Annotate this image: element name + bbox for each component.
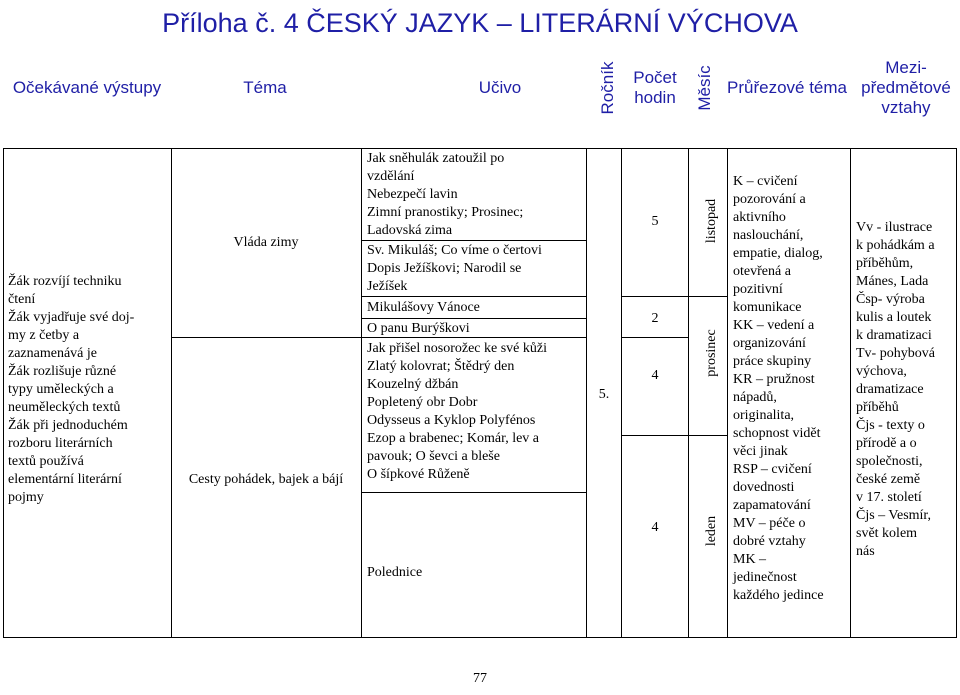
cross-line: naslouchání, [733,228,804,243]
output-line: rozboru literárních [8,436,113,451]
curriculum-item: Ladovská zima [367,223,453,238]
cross-line: zapamatování [733,498,811,513]
month-label: leden [704,515,719,547]
cross-line: věci jinak [733,444,788,459]
inter-subject-cell [856,219,956,561]
output-line: neuměleckých textů [8,400,121,415]
header-grade: Ročník [598,61,617,115]
output-line: Žák rozlišuje různé [8,364,117,379]
output-line: Žák rozvíjí techniku [8,274,122,289]
curriculum-block-4 [367,320,583,338]
output-line: typy uměleckých a [8,382,114,397]
curriculum-item: Zlatý kolovrat; Štědrý den [367,359,515,374]
curriculum-block-1 [367,150,583,240]
hours-value: 2 [651,311,659,326]
curriculum-item: Ezop a brabenec; Komár, lev a [367,431,540,446]
cross-line: empatie, dialog, [733,246,823,261]
col-divider [621,148,622,638]
cross-line: každého jedince [733,588,824,603]
inter-line: české země [856,472,921,487]
curriculum-item: Odysseus a Kyklop Polyfénos [367,413,536,428]
curriculum-item: Zimní pranostiky; Prosinec; [367,205,524,220]
page-number: 77 [473,671,487,686]
row-divider [621,435,727,436]
row-divider [361,296,586,297]
topic-winter: Vláda zimy [233,235,299,250]
inter-line: nás [856,544,875,559]
topic-fairy-tales: Cesty pohádek, bajek a bájí [188,472,344,487]
header-outputs: Očekávané výstupy [12,78,162,97]
header-cross: Průřezové téma [727,78,847,97]
curriculum-item: Mikulášovy Vánoce [367,300,480,315]
col-divider [727,148,728,638]
grade-value: 5. [598,387,610,402]
curriculum-item: Nebezpečí lavin [367,187,458,202]
cross-line: K – cvičení [733,174,798,189]
curriculum-block-6 [367,564,583,582]
inter-line: svět kolem [856,526,918,541]
inter-line: Tv- pohybová [856,346,935,361]
hours-value: 4 [651,520,659,535]
header-inter-1: Mezi- [885,58,927,77]
col-divider [171,148,172,638]
curriculum-block-5 [367,340,583,484]
curriculum-item: Sv. Mikuláš; Co víme o čertovi [367,243,542,258]
inter-line: v 17. století [856,490,922,505]
header-hours-2: hodin [634,88,676,107]
curriculum-item: O šípkové Růženě [367,467,470,482]
output-line: my z četby a [8,328,80,343]
row-divider [171,337,361,338]
output-line: Žák při jednoduchém [8,418,128,433]
inter-line: společnosti, [856,454,923,469]
page-title: Příloha č. 4 ČESKÝ JAZYK – LITERÁRNÍ VÝCHOVA [162,8,798,38]
inter-line: přírodě a o [856,436,917,451]
cross-line: dobré vztahy [733,534,806,549]
cross-line: organizování [733,336,806,351]
cross-line: jedinečnost [733,570,797,585]
inter-line: Mánes, Lada [856,274,929,289]
header-inter-2: předmětové [861,78,951,97]
cross-line: originalita, [733,408,795,423]
header-inter-3: vztahy [881,98,931,117]
inter-line: příběhům, [856,256,914,271]
curriculum-item: Kouzelný džbán [367,377,459,392]
cross-line: RSP – cvičení [733,462,812,477]
cross-line: MV – péče o [733,516,806,531]
curriculum-item: Jak sněhulák zatoužil po [367,151,505,166]
output-line: pojmy [8,490,44,505]
cross-line: schopnost vidět [733,426,821,441]
outputs-cell [8,273,168,507]
cross-line: aktivního [733,210,786,225]
cross-line: KK – vedení a [733,318,815,333]
inter-line: kulis a loutek [856,310,932,325]
col-divider [688,148,689,638]
header-curriculum: Učivo [478,78,522,97]
col-divider [850,148,851,638]
header-month: Měsíc [695,65,714,111]
col-divider [361,148,362,638]
row-divider [361,318,586,319]
row-divider [361,492,586,493]
output-line: zaznamenává je [8,346,97,361]
curriculum-item: pavouk; O ševci a bleše [367,449,500,464]
inter-line: Čjs - texty o [856,418,925,433]
cross-line: MK – [733,552,767,567]
curriculum-item: Ježíšek [367,279,408,294]
curriculum-item: Jak přišel nosorožec ke své kůži [367,341,547,356]
curriculum-item: O panu Burýškovi [367,321,470,336]
inter-line: k dramatizaci [856,328,932,343]
cross-line: pozorování a [733,192,806,207]
curriculum-item: Popletený obr Dobr [367,395,478,410]
hours-value: 5 [651,214,659,229]
inter-line: příběhů [856,400,899,415]
inter-line: výchova, [856,364,907,379]
row-divider [621,337,688,338]
curriculum-item: Polednice [367,565,423,580]
inter-line: Čjs – Vesmír, [856,508,932,523]
output-line: čtení [8,292,36,307]
month-label: listopad [704,198,719,244]
cross-topics-cell [733,173,849,605]
header-hours-1: Počet [633,68,677,87]
inter-line: dramatizace [856,382,924,397]
cross-line: pozitivní [733,282,783,297]
inter-line: Čsp- výroba [856,292,925,307]
month-label: prosinec [704,329,719,377]
output-line: elementární literární [8,472,122,487]
cross-line: otevřená a [733,264,791,279]
cross-line: nápadů, [733,390,777,405]
header-topic: Téma [243,78,287,97]
curriculum-item: Dopis Ježíškovi; Narodil se [367,261,522,276]
col-divider [586,148,587,638]
curriculum-block-3 [367,299,583,317]
cross-line: práce skupiny [733,354,812,369]
inter-line: k pohádkám a [856,238,935,253]
output-line: Žák vyjadřuje své doj- [8,310,135,325]
curriculum-block-2 [367,242,583,296]
cross-line: KR – pružnost [733,372,815,387]
cross-line: komunikace [733,300,802,315]
output-line: textů používá [8,454,84,469]
curriculum-item: vzdělání [367,169,415,184]
hours-value: 4 [651,368,659,383]
cross-line: dovednosti [733,480,795,495]
row-divider [361,240,586,241]
row-divider [621,296,727,297]
inter-line: Vv - ilustrace [856,220,933,235]
